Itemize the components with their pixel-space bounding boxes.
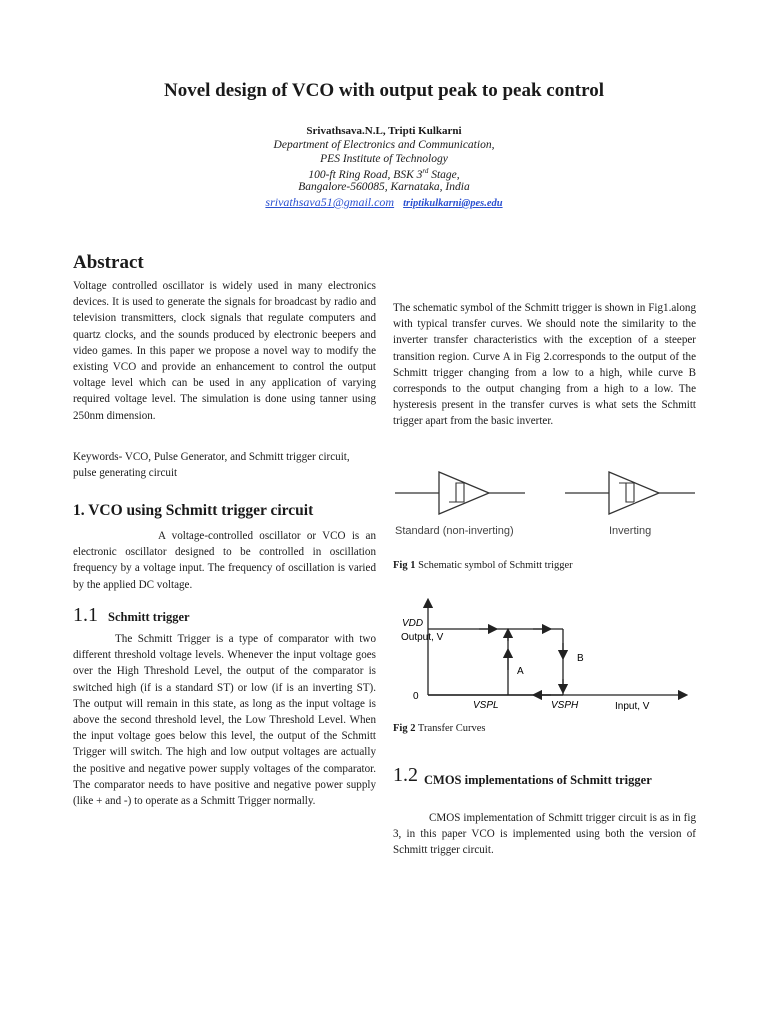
section-1-1-body: The Schmitt Trigger is a type of comparator with two different threshold voltage levels. Whenever the input voltage goes over the High Threshold Level, the output of the comparator is switched high (if is a standard ST) or low (if is an inverting ST). The output will remain in this state, as long as the input voltage is above the second threshold level, the Low Threshold Level. When the input voltage goes below this level, the output of the Schmitt Trigger will switch. The high and low output voltages are actually the positive and negative power supply voltages of the comparator. The comparator needs to have positive and negative power supply (like + and -) to operate as a Schmitt Trigger normally. xyxy=(73,633,376,808)
right-intro-paragraph: The schematic symbol of the Schmitt trigger is shown in Fig1.along with typical transfer curves. We should note the similarity to the inverter transfer characteristics with the exception of a steeper transition region. Curve A in Fig 2.corresponds to the output of the Schmitt trigger changing from a low to a high, while curve B corresponds to the output changing from a high to a low. The hysteresis present in the transfer curves is what sets the Schmitt trigger apart from the basic inverter. xyxy=(393,302,696,428)
keywords: Keywords- VCO, Pulse Generator, and Schmitt trigger circuit, pulse generating circuit xyxy=(73,451,350,480)
author-list: Srivathsava.N.L, Tripti Kulkarni xyxy=(306,125,462,137)
zero-label: 0 xyxy=(413,691,419,702)
section-1-body: A voltage-controlled oscillator or VCO is an electronic oscillator designed to be controlled in oscillation frequency by a voltage input. The frequency of oscillation is varied by the applied DC voltage. xyxy=(73,530,376,591)
input-axis-label: Input, V xyxy=(615,701,650,712)
affiliation-line-2: PES Institute of Technology xyxy=(320,153,448,165)
vspl-label: VSPL xyxy=(473,700,499,711)
section-1-1-heading xyxy=(73,604,190,627)
email-line xyxy=(0,195,768,210)
section-1-1-title: Schmitt trigger xyxy=(108,610,190,624)
vsph-label: VSPH xyxy=(551,700,579,711)
section-1-2-number: 1.2 xyxy=(393,764,418,786)
fig1-caption-number: Fig 1 xyxy=(393,560,416,571)
fig2-caption xyxy=(393,723,485,734)
affiliation-line-3: 100-ft Ring Road, BSK 3rd Stage, xyxy=(308,167,460,181)
email-link-1[interactable]: srivathsava51@gmail.com xyxy=(265,195,395,209)
fig2-transfer-curves xyxy=(393,595,693,715)
section-1-heading: 1. VCO using Schmitt trigger circuit xyxy=(73,502,314,519)
section-1-2-heading xyxy=(393,764,703,789)
output-axis-label: Output, V xyxy=(401,632,444,643)
fig1-schmitt-symbols xyxy=(393,460,703,545)
email-link-2[interactable]: triptikulkarni@pes.edu xyxy=(403,198,503,209)
section-1-2-title: CMOS implementations of Schmitt trigger xyxy=(424,773,652,787)
fig1-caption xyxy=(393,560,573,571)
label-standard: Standard (non-inverting) xyxy=(395,525,514,537)
affiliation-line-1: Department of Electronics and Communication, xyxy=(273,139,495,151)
vdd-label: VDD xyxy=(402,618,424,629)
curve-a-label: A xyxy=(517,666,524,677)
section-1-1-number: 1.1 xyxy=(73,604,98,626)
buffer-symbol xyxy=(395,472,525,514)
curve-b-label: B xyxy=(577,653,584,664)
affiliation-line-4: Bangalore-560085, Karnataka, India xyxy=(298,181,470,193)
paper-title: Novel design of VCO with output peak to peak control xyxy=(163,80,605,101)
fig2-caption-text: Transfer Curves xyxy=(417,723,486,734)
section-1-2-body: CMOS implementation of Schmitt trigger circuit is as in fig 3, in this paper VCO is implemented using both the version of Schmitt trigger circuit. xyxy=(393,812,696,857)
abstract-heading: Abstract xyxy=(73,252,144,273)
fig1-caption-text: Schematic symbol of Schmitt trigger xyxy=(418,560,573,571)
abstract-body: Voltage controlled oscillator is widely used in many electronics devices. It is used to generate the signals for broadcast by radio and television transmitters, clock signals that regulate computers and quartz clocks, and the sounds produced by electronic beepers and video games. In this paper we propose a novel way to modify the existing VCO and provide an enhancement to control the output voltage level which can be used in any application of varying required voltage level. The simulation is done using tanner using 250nm dimension. xyxy=(73,280,376,422)
inverter-symbol xyxy=(565,472,695,514)
label-inverting: Inverting xyxy=(609,525,652,537)
fig2-caption-number: Fig 2 xyxy=(393,723,416,734)
